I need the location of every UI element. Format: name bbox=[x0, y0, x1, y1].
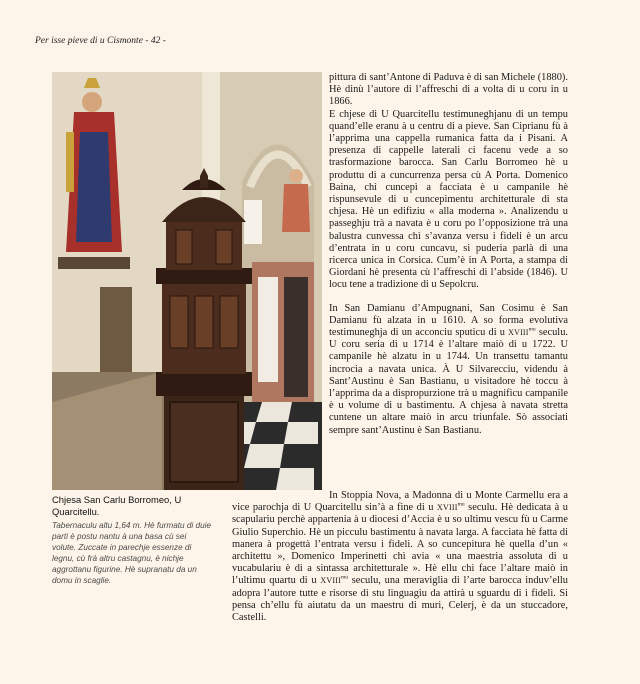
paragraph-4-part-c: seculu, una meraviglia di l’arte barocca induv’ellu adopra l’autore tutte e risorse di stu linguagiu da attirà u sguardu di i fideli. Si pensa ch’ellu fù aiutatu da un maestru di muri, Celerj, è da un stuccadore, Castelli. bbox=[232, 575, 568, 624]
paragraph-2: E chjese di U Quarcitellu testimuneghjanu di un tempu quand’elle eranu à u centru di a pieve. San Ciprianu fù à l’apprima una cappella rumanica fatta da i Pisani. A presenza di cappelle laterali ci facenu vede a so trasformazione barocca. San Carlu Borromeo hè u produttu di a cuncurrenza persa cù A Porta. Domenico Baina, chì cuncepì a facciata è u campanile hè rispunsevule di u cuncepimentu architetturale di sta chjesa. Hè un edifiziu « alla moderna ». Analizendu u passeghju trà a navata è u coru po l’opposizione trà una balustra cunvessa chì s’avanza versu i fideli è un arcu d’entrata in u coru cuncavu, si puderia parlà di una ricerca unica in Corsica. Cum’è in A Porta, a stampa di Giordani hè presenta cù l’affreschi di l’abside (1846). U locu tene a tradizione di u Sepolcru. bbox=[329, 108, 568, 291]
church-tabernacle-photo bbox=[52, 72, 322, 490]
ordinal-suffix: mu bbox=[528, 326, 536, 333]
paragraph-4 bbox=[232, 490, 568, 624]
ordinal-suffix: mu bbox=[457, 501, 465, 508]
paragraph-4-part-b: seculu. Hè dedicata à u scapulariu perchè appartenia à u diocesi d’Accia è u so ultimu vescu fù u Carme Giulio Superchio. Hè un picculu bastimentu à navata larga. A facciata hè fatta di manera à progettà l’entrata versu i fideli. A so cuncepitura hè quella d’un « architettu », Domenico Imperinetti chì avia « una maestria assoluta di u vucabulariu è di a sintassa architetturale ». Hè ellu chì face l’altare maiò in l’ultimu quartu di u bbox=[232, 502, 568, 587]
caption-title: Chjesa San Carlu Borromeo, U Quarcitellu. bbox=[52, 494, 182, 517]
paragraph-3-part-a: In San Damianu d’Ampugnani, San Cosimu è San Damianu fù alzata in u 1610. A so forma evolutiva testimuneghja di un acconciu sputicu di u bbox=[329, 302, 568, 339]
running-header: Per isse pieve di u Cismonte - 42 - bbox=[35, 36, 166, 46]
caption-body: Tabernaculu altu 1,64 m. Hè furmatu di duie parti è postu nantu à una basa cù sei volute. Zuccate in parechje essenze di legnu, cù frà altru castagnu, è nichje aggrottanu figurine. Hè supranatu da un domu in scaglie. bbox=[52, 521, 211, 585]
figure-caption bbox=[52, 494, 212, 586]
century-numeral: XVIII bbox=[320, 576, 341, 586]
century-numeral: XVIII bbox=[437, 503, 458, 513]
paragraph-1: pittura di sant’Antone di Paduva è di san Michele (1880). Hè dinù l’autore di l’affreschi di a volta di u coru in u 1866. bbox=[329, 72, 568, 108]
paragraph-3 bbox=[329, 303, 568, 437]
century-numeral: XVIII bbox=[508, 328, 529, 338]
ordinal-suffix: mu bbox=[340, 574, 348, 581]
body-text-bottom-column bbox=[232, 490, 568, 624]
tabernacle-illustration bbox=[52, 72, 322, 490]
paragraph-3-part-b: seculu. U coru seria di u 1714 è l’altare maiò di u 1722. U campanile hè alzatu in u 1744. Un transettu tamantu incrocia a navata unica. À U Silvarecciu, videndu à Sant’Austinu è San Bastianu, u visitadore hè toccu à l’apprima da a dispropurzione trà u magnificu campanile è u volume di u bastimentu. A chjesa à navata stretta cuntene un altare maiò in arcu triunfale. Sò associati sempre sant’Austinu è San Bastianu. bbox=[329, 327, 568, 436]
body-text-right-column bbox=[329, 72, 568, 437]
paragraph-4-part-a: In Stoppia Nova, a Madonna di u Monte Carmellu era a vice parochja di U Quarcitellu sin’à a fine di u bbox=[232, 490, 568, 514]
